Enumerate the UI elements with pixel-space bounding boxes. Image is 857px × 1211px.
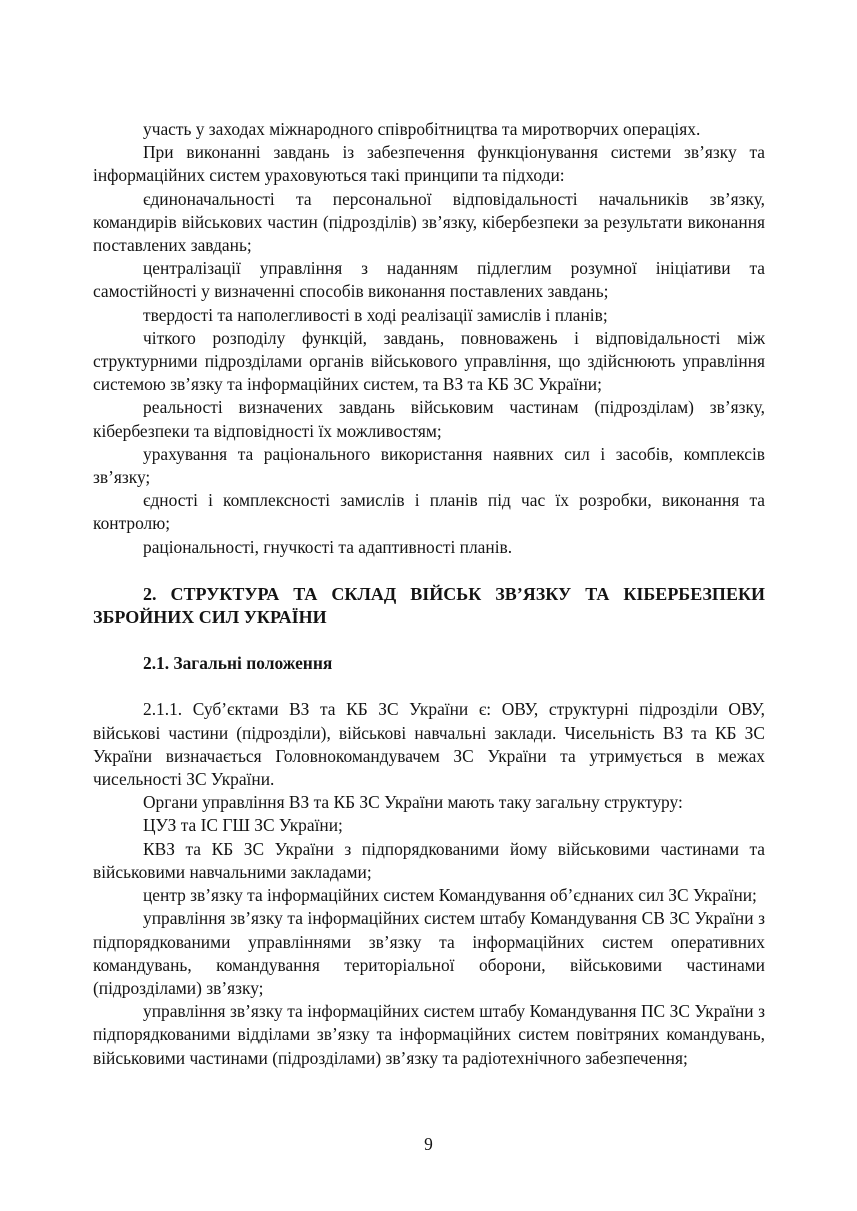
spacer <box>93 559 765 583</box>
paragraph: єдності і комплексності замислів і планів під час їх розробки, виконання та контролю; <box>93 490 765 534</box>
paragraph: реальності визначених завдань військовим частинам (підрозділам) зв’язку, кібербезпеки та відповідності їх можливостям; <box>93 397 765 441</box>
paragraph: 2.1.1. Суб’єктами ВЗ та КБ ЗС України є: ОВУ, структурні підрозділи ОВУ, військові частини (підрозділи), військові навчальні заклади. Чисельність ВЗ та КБ ЗС України визначається Головнокомандувачем ЗС України та утримується в межах чисельності ЗС України. <box>93 699 765 790</box>
subsection-heading: 2.1. Загальні положення <box>143 653 333 674</box>
paragraph: управління зв’язку та інформаційних систем штабу Командування СВ ЗС України з підпорядкованими управліннями зв’язку та інформаційних систем оперативних командувань, командування територіальної оборони, військовими частинами (підрозділами) зв’язку; <box>93 908 765 998</box>
paragraph: централізації управління з наданням підлеглим розумної ініціативи та самостійності у визначенні способів виконання поставлених завдань; <box>93 258 765 302</box>
paragraph: КВЗ та КБ ЗС України з підпорядкованими йому військовими частинами та військовими навчальними закладами; <box>93 838 765 882</box>
paragraph: участь у заходах міжнародного співробітництва та миротворчих операціях. <box>143 119 701 139</box>
paragraph: твердості та наполегливості в ході реалізації замислів і планів; <box>143 304 608 325</box>
section-heading: 2. СТРУКТУРА ТА СКЛАД ВІЙСЬК ЗВ’ЯЗКУ ТА КІБЕРБЕЗПЕКИ ЗБРОЙНИХ СИЛ УКРАЇНИ <box>93 583 765 628</box>
spacer <box>93 675 765 698</box>
paragraph: управління зв’язку та інформаційних систем штабу Командування ПС ЗС України з підпорядкованими відділами зв’язку та інформаційних систем повітряних командувань, військовими частинами (підрозділами) зв’язку та радіотехнічного забезпечення; <box>93 1001 765 1068</box>
page-number: 9 <box>424 1134 433 1154</box>
paragraph: єдиноначальності та персональної відповідальності начальників зв’язку, командирів військових частин (підрозділів) зв’язку, кібербезпеки за результати виконання поставлених завдань; <box>93 188 765 256</box>
paragraph: ЦУЗ та ІС ГШ ЗС України; <box>143 815 343 836</box>
spacer <box>93 629 765 652</box>
paragraph: урахування та раціонального використання наявних сил і засобів, комплексів зв’язку; <box>93 443 765 488</box>
body-text <box>93 118 765 1070</box>
paragraph: Органи управління ВЗ та КБ ЗС України мають таку загальну структуру: <box>143 792 683 813</box>
paragraph: чіткого розподілу функцій, завдань, повноважень і відповідальності між структурними підрозділами органів військового управління, що здійснюють управління системою зв’язку та інформаційних систем, та ВЗ та КБ ЗС України; <box>93 327 765 395</box>
paragraph: раціональності, гнучкості та адаптивності планів. <box>143 536 513 557</box>
paragraph: центр зв’язку та інформаційних систем Командування об’єднаних сил ЗС України; <box>143 885 757 906</box>
paragraph: При виконанні завдань із забезпечення функціонування системи зв’язку та інформаційних систем ураховуються такі принципи та підходи: <box>93 142 765 186</box>
